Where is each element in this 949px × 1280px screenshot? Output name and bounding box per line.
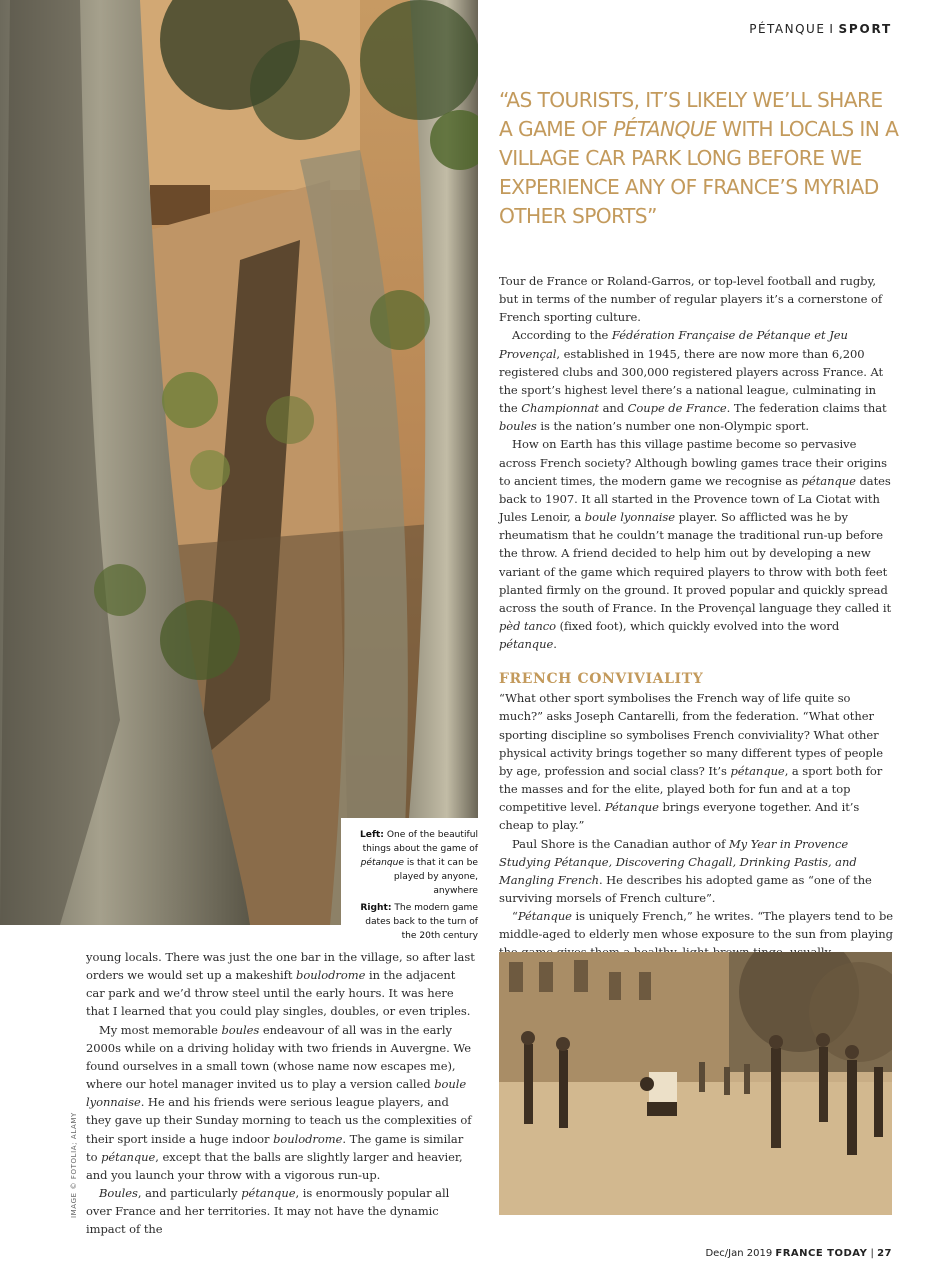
text: , established in 1945, there are now more than 6,200 registered clubs and 300,000 registered players across France. At the sport’s highest level there’s a national league, culminating in the bbox=[499, 346, 884, 416]
paragraph bbox=[499, 326, 894, 435]
caption-left-label: Left: bbox=[360, 830, 384, 840]
caption-left-italic: pétanque bbox=[360, 858, 405, 868]
body-column-right bbox=[499, 272, 894, 980]
caption-right-text: The modern game dates back to the turn of the 20th century bbox=[365, 903, 478, 941]
caption-left-text-end: is that it can be played by anyone, anywhere bbox=[393, 858, 478, 896]
italic-text: boule lyonnaise bbox=[86, 1077, 467, 1110]
footer-issue: Dec/Jan 2019 bbox=[705, 1248, 773, 1259]
text: . The game is similar to bbox=[86, 1131, 464, 1164]
pull-quote-start: “AS TOURISTS, IT’S LIKELY WE’LL SHARE A GAME OF bbox=[499, 88, 883, 141]
page-footer bbox=[705, 1248, 892, 1259]
text: My most memorable bbox=[99, 1022, 222, 1037]
vintage-photo-art bbox=[499, 952, 892, 1215]
paragraph bbox=[86, 1184, 476, 1238]
text: “ bbox=[512, 909, 518, 924]
text: According to the bbox=[512, 328, 612, 343]
italic-text: pétanque bbox=[499, 637, 554, 652]
italic-text: Boules bbox=[99, 1186, 138, 1201]
pull-quote-italic: PÉTANQUE bbox=[613, 117, 717, 141]
paragraph bbox=[499, 835, 894, 908]
italic-text: boules bbox=[499, 419, 537, 434]
italic-text: pétanque bbox=[801, 473, 856, 488]
caption-left-text: One of the beautiful things about the game of bbox=[362, 830, 478, 854]
caption-right-label: Right: bbox=[360, 903, 392, 913]
text: Paul Shore is the Canadian author of bbox=[512, 836, 729, 851]
paragraph bbox=[499, 435, 894, 653]
italic-text: pétanque bbox=[730, 763, 785, 778]
text: player. So afflicted was he by rheumatism that he couldn’t manage the traditional run-up before the throw. A friend decided to help him out by developing a new variant of the game which required players to throw with both feet planted firmly on the ground. It proved popular and quickly spread across the south of France. In the Provençal language they called it bbox=[499, 510, 892, 615]
italic-text: boulodrome bbox=[273, 1131, 343, 1146]
body-column-left bbox=[86, 948, 476, 1239]
section-category: SPORT bbox=[838, 22, 892, 36]
text: in the adjacent car park and we’d throw steel until the early hours. It was here that I learned that you could play singles, doubles, or even triples. bbox=[86, 968, 471, 1019]
text: dates back to 1907. It all started in the Provence town of La Ciotat with Jules Lenoir, a bbox=[499, 473, 891, 525]
italic-text: boulodrome bbox=[296, 968, 366, 983]
tree-photo bbox=[0, 0, 478, 925]
image-credit: IMAGE © FOTOLIA; ALAMY bbox=[70, 1112, 78, 1218]
section-name: PÉTANQUE bbox=[749, 22, 826, 36]
italic-text: pétanque bbox=[101, 1149, 156, 1164]
text: is the nation’s number one non-Olympic sport. bbox=[536, 419, 810, 434]
section-header bbox=[749, 22, 892, 36]
text: , and particularly bbox=[137, 1186, 242, 1201]
text: , a sport both for the masses and for the elite, played both for fun and at a top competitive level. bbox=[499, 763, 883, 815]
text: . He and his friends were serious league players, and they gave up their Sunday morning to teach us the complexities of their sport inside a huge indoor bbox=[86, 1095, 472, 1146]
caption-left bbox=[349, 828, 478, 898]
text: How on Earth has this village pastime become so pervasive across French society? Although bowling games trace their origins to ancient times, the modern game we recognise as bbox=[499, 437, 887, 488]
text: (fixed foot), which quickly evolved into the word bbox=[555, 618, 840, 633]
pull-quote bbox=[499, 86, 899, 231]
italic-text: Coupe de France bbox=[627, 401, 727, 416]
text: . The federation claims that bbox=[726, 401, 887, 416]
paragraph bbox=[86, 1021, 476, 1184]
text: , is enormously popular all over France and her territories. It may not have the dynamic impact of the bbox=[86, 1186, 450, 1237]
page-number: 27 bbox=[877, 1248, 892, 1259]
section-separator: I bbox=[829, 22, 835, 36]
tree-photo-art bbox=[0, 0, 478, 925]
text: , except that the balls are slightly larger and heavier, and you launch your throw with a vigorous run-up. bbox=[86, 1149, 463, 1182]
paragraph bbox=[499, 689, 894, 834]
italic-text: Fédération Française de Pétanque et Jeu Provençal bbox=[499, 328, 848, 361]
text: and bbox=[598, 401, 628, 416]
text: “What other sport symbolises the French way of life quite so much?” asks Joseph Cantarelli, from the federation. “What other sporting discipline so symbolises French conviviality? What other physical activity brings together so many different types of people by age, profession and social class? It’s bbox=[499, 691, 883, 778]
text: young locals. There was just the one bar in the village, so after last orders we would set up a makeshift bbox=[86, 950, 475, 983]
text: . He describes his adopted game as “one of the surviving morsels of French culture”. bbox=[499, 872, 872, 905]
text: brings everyone together. And it’s cheap to play.” bbox=[499, 800, 860, 833]
italic-text: Championnat bbox=[521, 401, 599, 416]
text: endeavour of all was in the early 2000s while on a driving holiday with two friends in Auvergne. We found ourselves in a small town (whose name now escapes me), where our hotel manager invited us to play a version called bbox=[86, 1022, 471, 1092]
paragraph bbox=[86, 948, 476, 1021]
italic-text: boules bbox=[221, 1022, 260, 1037]
italic-text: boule lyonnaise bbox=[584, 510, 675, 525]
vintage-petanque-photo bbox=[499, 952, 892, 1215]
caption-right bbox=[349, 901, 478, 943]
text: is uniquely French,” he writes. “The players tend to be middle-aged to elderly men whose exposure to the sun from playing bbox=[499, 909, 894, 942]
text: . bbox=[553, 637, 557, 652]
subheading: FRENCH CONVIVIALITY bbox=[499, 671, 704, 688]
italic-text: pèd tanco bbox=[499, 618, 556, 633]
italic-text: pétanque bbox=[241, 1186, 296, 1201]
pull-quote-end: WITH LOCALS IN A VILLAGE CAR PARK LONG BEFORE WE EXPERIENCE ANY OF FRANCE’S MYRIAD OTHER SPORTS” bbox=[499, 117, 899, 228]
footer-magazine: FRANCE TODAY bbox=[775, 1248, 868, 1259]
footer-separator: | bbox=[870, 1248, 874, 1259]
paragraph: Tour de France or Roland-Garros, or top-level football and rugby, but in terms of the number of regular players it’s a cornerstone of French sporting culture. bbox=[499, 274, 883, 325]
photo-caption bbox=[341, 818, 478, 941]
italic-text: My Year in Provence Studying Pétanque, Discovering Chagall, Drinking Pastis, and Mangling French bbox=[499, 836, 857, 887]
italic-text: Pétanque bbox=[604, 800, 659, 815]
italic-text: Pétanque bbox=[517, 909, 572, 924]
